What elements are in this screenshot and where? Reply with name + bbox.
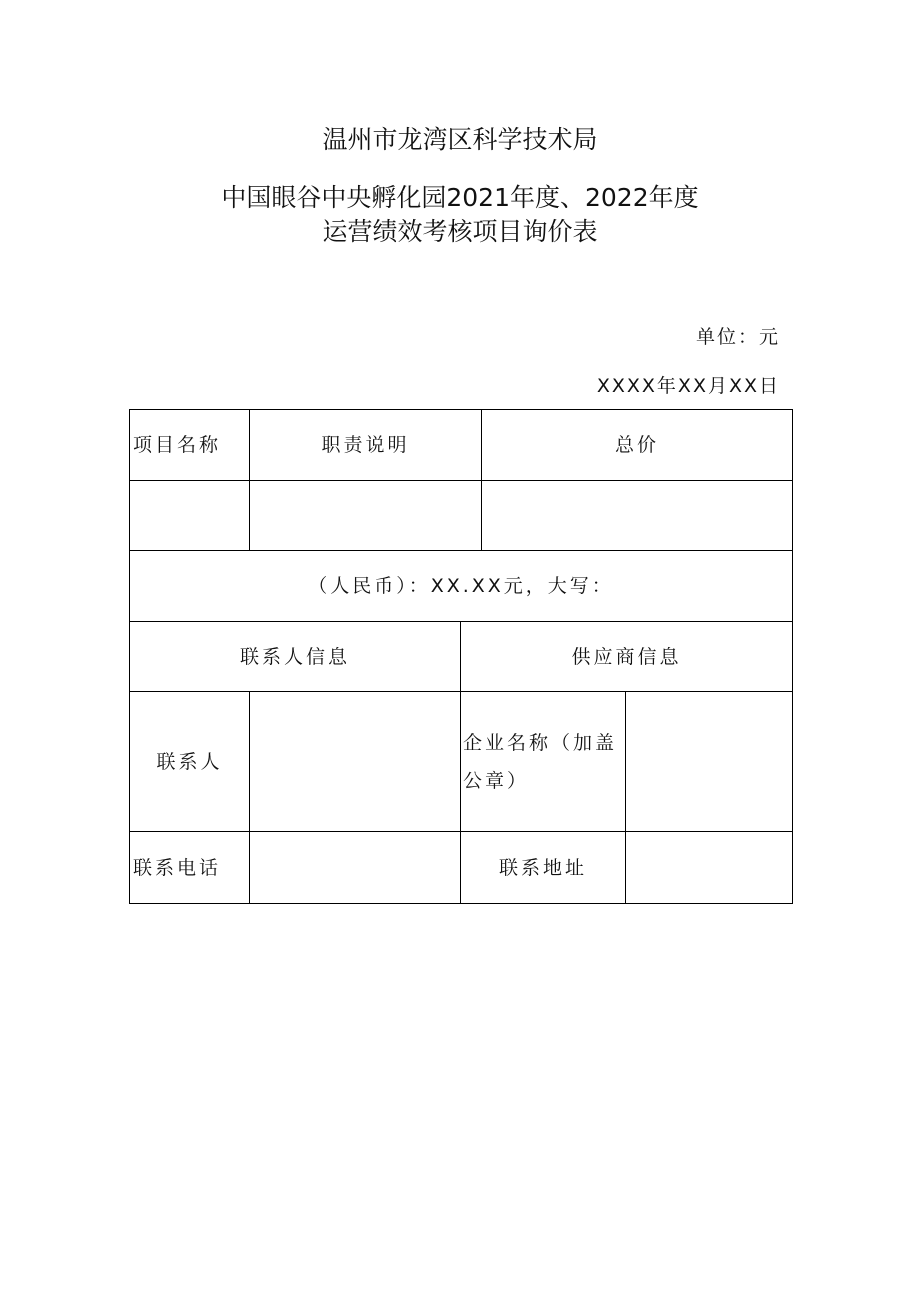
contact-address-label: 联系地址 — [498, 856, 587, 879]
contact-person-value[interactable] — [250, 692, 460, 831]
company-name-label: 企业名称（加盖公章） — [463, 731, 618, 792]
contact-info-heading: 联系人信息 — [239, 645, 350, 668]
contact-address-value[interactable] — [626, 832, 792, 903]
currency-unit-label: 单位：元 — [695, 326, 780, 348]
header-duty-description: 职责说明 — [321, 434, 410, 456]
project-name-value[interactable] — [130, 481, 249, 550]
contact-phone-label: 联系电话 — [133, 856, 222, 879]
form-title-line-2: 运营绩效考核项目询价表 — [322, 217, 598, 246]
table-border-bottom — [129, 903, 793, 904]
total-price-value[interactable] — [482, 481, 792, 550]
header-total-price: 总价 — [614, 434, 659, 456]
company-name-value[interactable] — [626, 692, 792, 831]
issuing-organization: 温州市龙湾区科学技术局 — [322, 125, 598, 154]
duty-description-value[interactable] — [250, 481, 481, 550]
form-title-line-1: 中国眼谷中央孵化园2021年度、2022年度 — [221, 183, 699, 212]
rmb-amount-row: （人民币）：XX.XX元，大写： — [308, 575, 614, 597]
contact-phone-value[interactable] — [250, 832, 460, 903]
form-date: XXXX年XX月XX日 — [596, 375, 780, 397]
contact-person-label: 联系人 — [156, 750, 223, 773]
supplier-info-heading: 供应商信息 — [571, 645, 682, 668]
table-border-right — [792, 409, 793, 904]
header-project-name: 项目名称 — [133, 434, 222, 456]
